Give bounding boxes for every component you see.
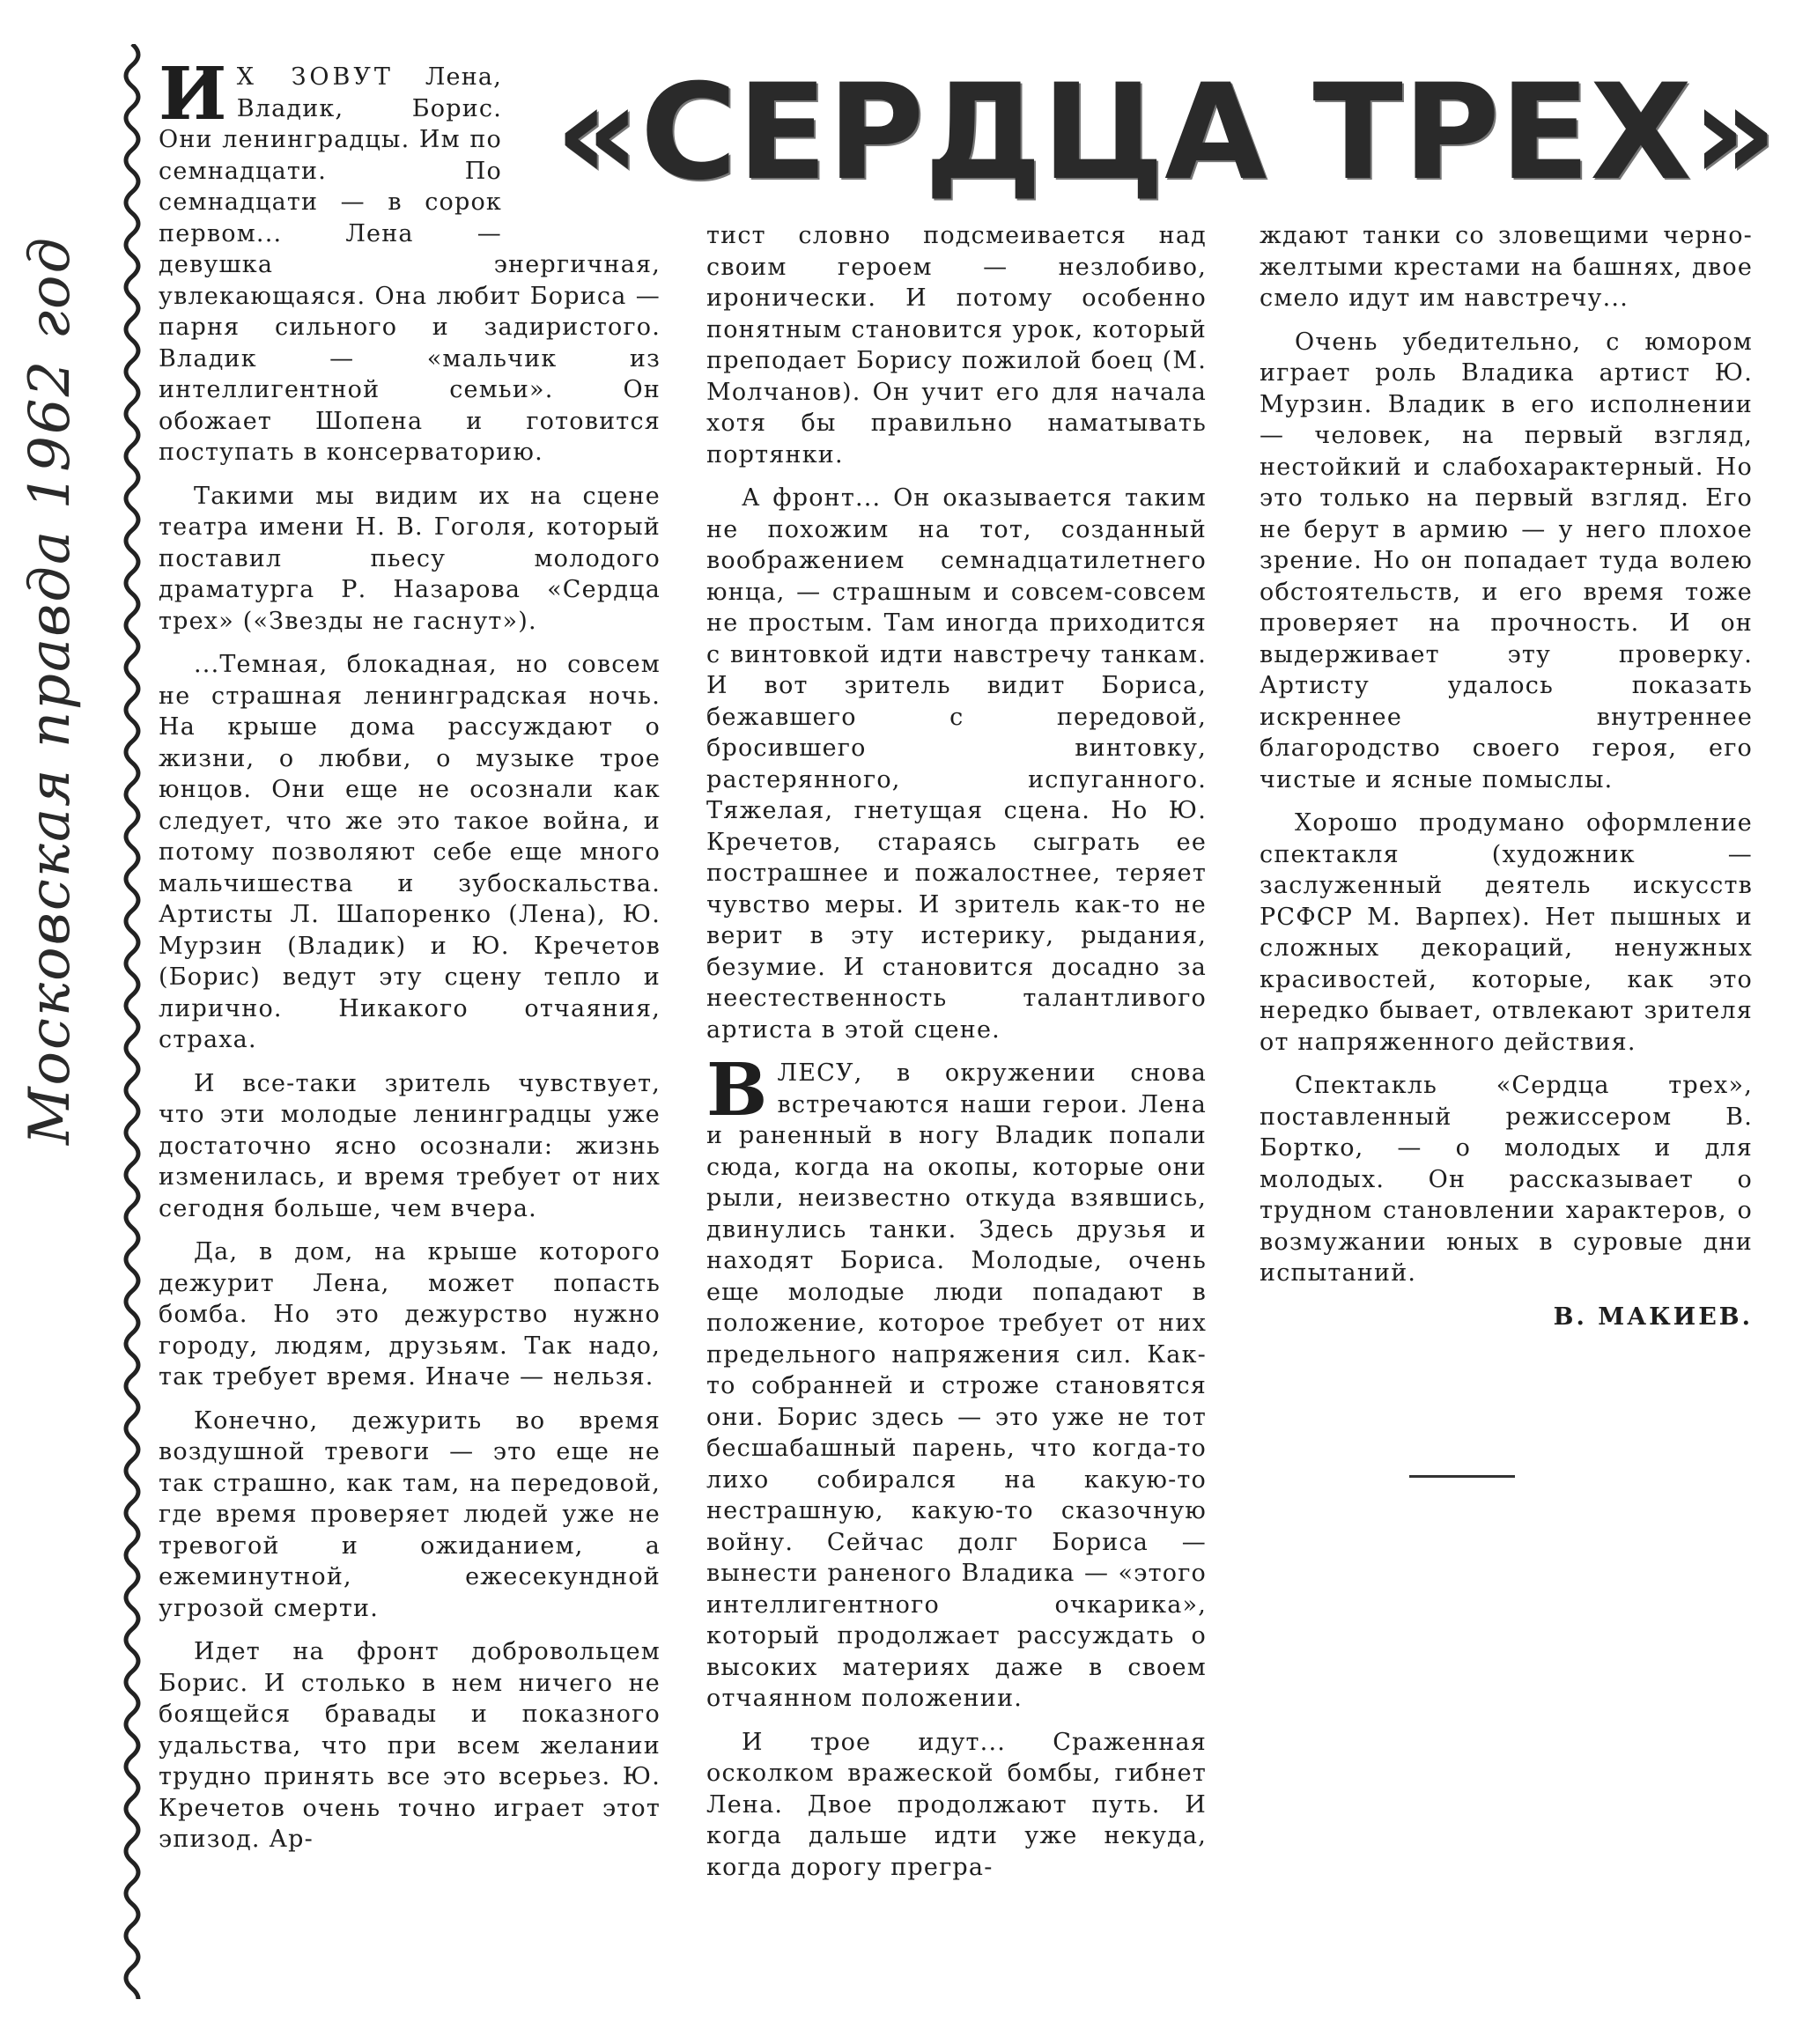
paragraph: И все-таки зритель чувствует, что эти молодые ленинградцы уже достаточно ясно осознали: жизнь изменилась, и время требует от них сегодня больше, чем вчера.	[159, 1069, 661, 1222]
article-column-3	[1260, 220, 1753, 1345]
title-spacer	[502, 62, 661, 222]
author-byline: В. МАКИЕВ.	[1553, 1302, 1753, 1331]
paragraph: ждают танки со зловещими черно-желтыми крестами на башнях, двое смело идут им навстречу...	[1260, 222, 1753, 312]
paragraph: Конечно, дежурить во время воздушной тревоги — это еще не так страшно, как там, на передовой, где время проверяет людей уже не тревогой и ожиданием, а ежеминутной, ежесекундной угрозой смерти.	[159, 1406, 661, 1622]
handwritten-margin-note: Московская правда 1962 год	[18, 235, 83, 1145]
paragraph-section	[706, 1048, 1207, 1715]
article-column-1	[159, 52, 661, 1868]
paragraph: Идет на фронт добровольцем Борис. И столько в нем ничего не боящейся бравады и показного удальства, что при всем желании трудно принять все это всерьез. Ю. Кречетов очень точно играет этот эпизод. Ар-	[159, 1638, 661, 1853]
paragraph: тист словно подсмеивается над своим героем — незлобиво, иронически. И потому особенно понятным становится урок, который преподает Борису пожилой боец (М. Молчанов). Он учит его для начала хотя бы правильно наматывать портянки.	[706, 222, 1207, 469]
end-rule	[1409, 1475, 1515, 1478]
paragraph-text: Лена, Владик, Борис. Они ленинградцы. Им по семнадцати. По семнадцати — в сорок первом... Лена — девушка энергичная, увлекающаяся. Она любит Бориса — парня сильного и задиристого. Владик — «мальчик из интеллигентной семьи». Он обожает Шопена и готовится поступать в консерваторию.	[159, 63, 661, 466]
drop-cap: В	[706, 1048, 769, 1133]
paragraph: Очень убедительно, с юмором играет роль Владика артист Ю. Мурзин. Владик в его исполнении — человек, на первый взгляд, нестойкий и слабохарактерный. Но это только на первый взгляд. Его не берут в армию — у него плохое зрение. Но он попадает туда волею обстоятельств, и его время тоже проверяет на прочность. И он выдерживает эту проверку. Артисту удалось показать искреннее внутреннее благородство своего героя, его чистые и ясные помыслы.	[1260, 328, 1753, 793]
paragraph: ...Темная, блокадная, но совсем не страшная ленинградская ночь. На крыше дома рассуждают о жизни, о любви, о музыке трое юнцов. Они еще не осознали как следует, что же это такое война, и потому позволяют себе еще много мальчишества и зубоскальства. Артисты Л. Шапоренко (Лена), Ю. Мурзин (Владик) и Ю. Кречетов (Борис) ведут эту сцену тепло и лирично. Никакого отчаяния, страха.	[159, 651, 661, 1053]
paragraph: А фронт... Он оказывается таким не похожим на тот, созданный воображением семнадцатилетнего юнца, — страшным и совсем-совсем не простым. Там иногда приходится с винтовкой идти навстречу танкам. И вот зритель видит Бориса, бежавшего с передовой, бросившего винтовку, растерянного, испуганного. Тяжелая, гнетущая сцена. Но Ю. Кречетов, стараясь сыграть ее пострашнее и пожалостнее, теряет чувство меры. И зритель как-то не верит в эту истерику, рыдания, безумие. И становится досадно за неестественность талантливого артиста в этой сцене.	[706, 484, 1207, 1044]
margin-wavy-line	[115, 44, 150, 1999]
article-title: «СЕРДЦА ТРЕХ»	[555, 56, 1777, 210]
article-column-2	[706, 220, 1207, 1895]
paragraph-text: ЛЕСУ, в окружении снова встречаются наши герои. Лена и раненный в ногу Владик попали сюда, когда на окопы, которые они рыли, неизвестно откуда взявшись, двинулись танки. Здесь друзья и находят Бориса. Молодые, очень еще молодые люди попадают в положение, которое требует от них предельного напряжения сил. Как-то собранней и строже становятся они. Борис здесь — это уже не тот бесшабашный парень, что когда-то лихо собирался на какую-то нестрашную, какую-то сказочную войну. Сейчас долг Бориса — вынести раненого Владика — «этого интеллигентного очкарика», который продолжает рассуждать о высоких материях даже в своем отчаянном положении.	[706, 1059, 1207, 1712]
paragraph: Да, в дом, на крыше которого дежурит Лена, может попасть бомба. Но это дежурство нужно городу, людям, друзьям. Так надо, так требует время. Иначе — нельзя.	[159, 1238, 661, 1391]
drop-cap: И	[159, 52, 228, 137]
paragraph: Хорошо продумано оформление спектакля (художник — заслуженный деятель искусств РСФСР М. Варпех). Нет пышных и сложных декораций, ненужных красивостей, которые, как это нередко бывает, отвлекают зрителя от напряженного действия.	[1260, 809, 1753, 1056]
paragraph: И трое идут... Сраженная осколком вражеской бомбы, гибнет Лена. Двое продолжают путь. И когда дальше идти уже некуда, когда дорогу прегра-	[706, 1728, 1207, 1881]
lead-caps: Х ЗОВУТ	[236, 63, 394, 91]
paragraph: Спектакль «Сердца трех», поставленный режиссером В. Бортко, — о молодых и для молодых. Он рассказывает о трудном становлении характеров, о возмужании юных в суровые дни испытаний.	[1260, 1072, 1753, 1287]
paragraph: Такими мы видим их на сцене театра имени Н. В. Гоголя, который поставил пьесу молодого драматурга Р. Назарова «Сердца трех» («Звезды не гаснут»).	[159, 482, 661, 635]
